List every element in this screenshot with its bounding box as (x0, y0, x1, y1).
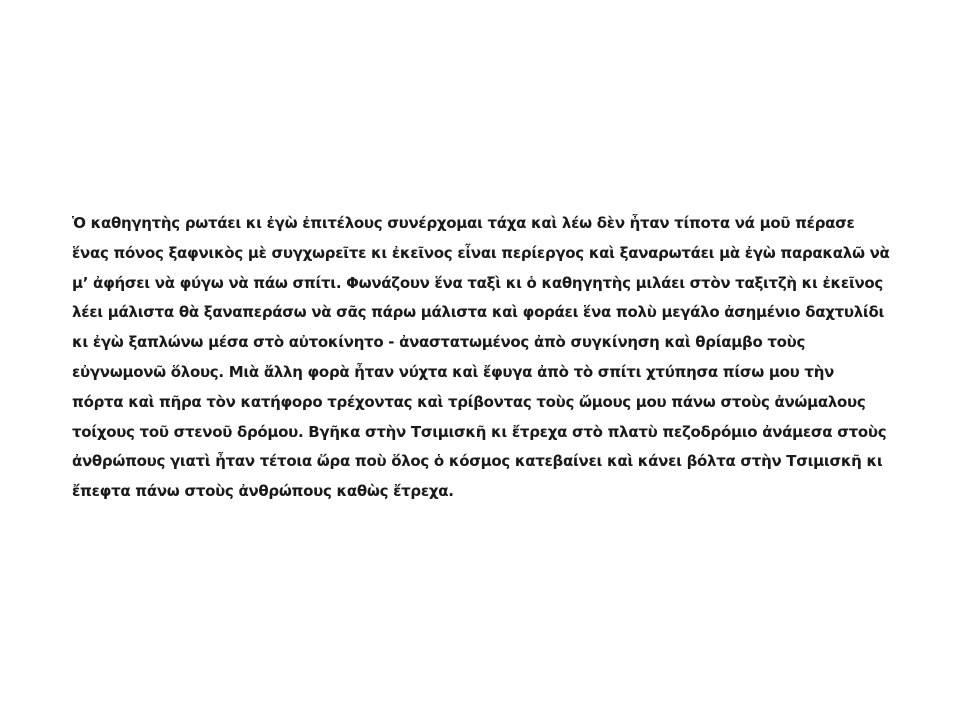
paragraph-line: ἕνας πόνος ξαφνικὸς μὲ συγχωρεῖτε κι ἐκεῖνος εἶναι περίεργος καὶ ξαναρωτάει μὰ ἐγὼ παρακαλῶ νὰ (72, 243, 890, 262)
paragraph-line: εὐγνωμονῶ ὅλους. Μιὰ ἄλλη φορὰ ἦταν νύχτα καὶ ἔφυγα ἀπὸ τὸ σπίτι χτύπησα πίσω μου τὴν (72, 362, 834, 381)
paragraph-line: λέει μάλιστα θὰ ξαναπεράσω νὰ σᾶς πάρω μάλιστα καὶ φοράει ἕνα πολὺ μεγάλο ἀσημένιο δαχτυλίδι (72, 303, 884, 322)
paragraph-line: Ὁ καθηγητὴς ρωτάει κι ἐγὼ ἐπιτέλους συνέρχομαι τάχα καὶ λέω δὲν ἦταν τίποτα νά μοῦ πέρασε (72, 214, 855, 232)
body-paragraph (72, 209, 902, 507)
paragraph-line: πόρτα καὶ πῆρα τὸν κατήφορο τρέχοντας καὶ τρίβοντας τοὺς ὤμους μου πάνω στοὺς ἀνώμαλους (72, 392, 866, 411)
paragraph-line: μ’ ἀφήσει νὰ φύγω νὰ πάω σπίτι. Φωνάζουν ἕνα ταξὶ κι ὁ καθηγητὴς μιλάει στὸν ταξιτζὴ κι ἐκεῖνος (72, 273, 884, 292)
paragraph-line: ἔπεφτα πάνω στοὺς ἀνθρώπους καθὼς ἔτρεχα. (72, 482, 454, 501)
paragraph-line: τοίχους τοῦ στενοῦ δρόμου. Βγῆκα στὴν Τσιμισκῆ κι ἔτρεχα στὸ πλατὺ πεζοδρόμιο ἀνάμεσα στοὺς (72, 422, 887, 441)
paragraph-line: κι ἐγὼ ξαπλώνω μέσα στὸ αὐτοκίνητο - ἀναστατωμένος ἀπὸ συγκίνηση καὶ θρίαμβο τοὺς (72, 333, 806, 352)
paragraph-line: ἀνθρώπους γιατὶ ἦταν τέτοια ὥρα ποὺ ὅλος ὁ κόσμος κατεβαίνει καὶ κάνει βόλτα στὴν Τσιμισκῆ κι (72, 452, 883, 471)
